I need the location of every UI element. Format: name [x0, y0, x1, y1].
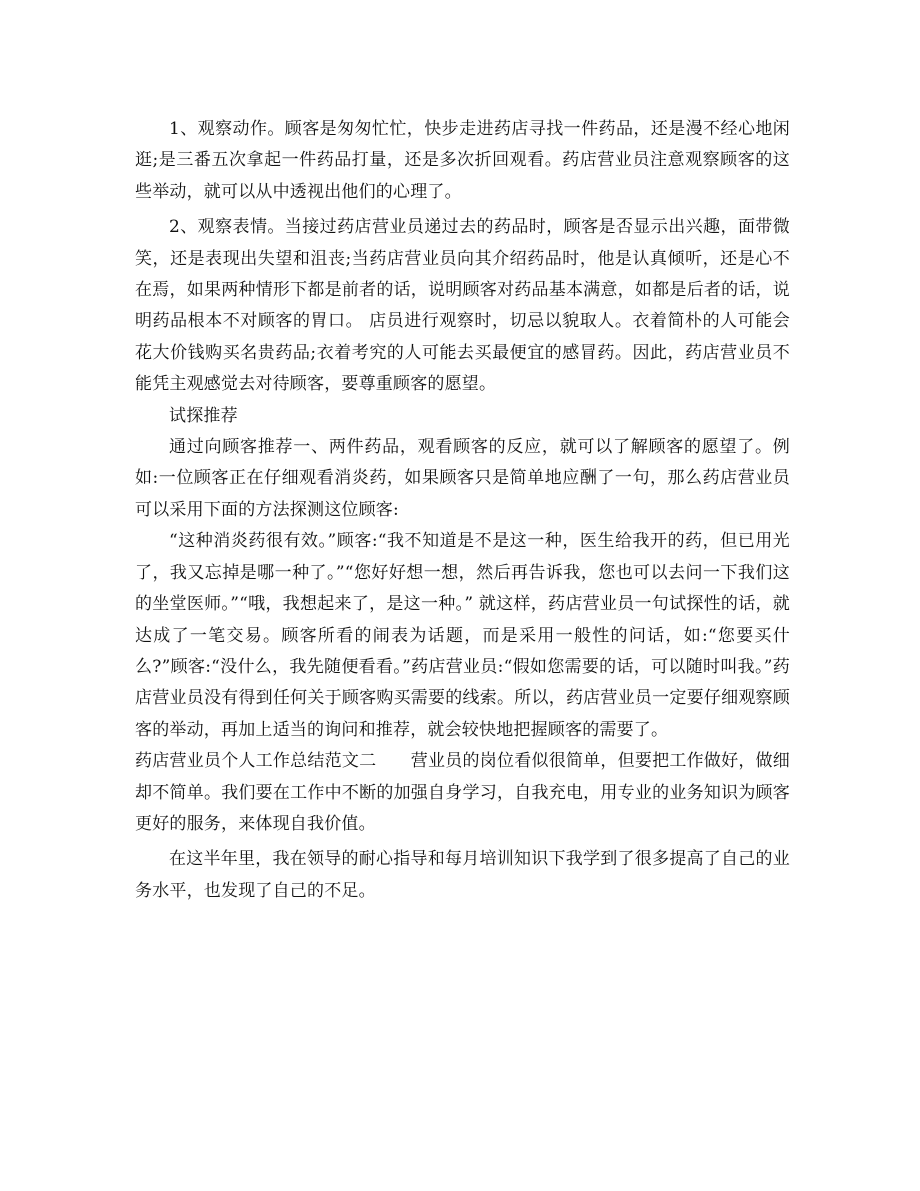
paragraph-observe-expressions: 2、观察表情。当接过药店营业员递过去的药品时，顾客是否显示出兴趣，面带微笑，还是表现出失望和沮丧;当药店营业员向其介绍药品时，他是认真倾听，还是心不在焉，如果两种情形下都是前者的话，说明顾客对药品基本满意，如都是后者的话，说明药品根本不对顾客的胃口。 店员进行观察时，切忌以貌取人。衣着简朴的人可能会花大价钱购买名贵药品;衣着考究的人可能去买最便宜的感冒药。因此，药店营业员不能凭主观感觉去对待顾客，要尊重顾客的愿望。: [135, 217, 790, 395]
section-heading-trial-recommend: 试探推荐: [169, 405, 238, 426]
paragraph-summary-two: 药店营业员个人工作总结范文二 营业员的岗位看似很简单，但要把工作做好，做细却不简单。我们要在工作中不断的加强自身学习，自我充电，用专业的业务知识为顾客更好的服务，来体现自我价值。: [135, 751, 790, 834]
paragraph-trial-recommend: 通过向顾客推荐一、两件药品，观看顾客的反应，就可以了解顾客的愿望了。例如:一位顾客正在仔细观看消炎药，如果顾客只是简单地应酬了一句，那么药店营业员可以采用下面的方法探测这位顾客:: [135, 437, 790, 520]
paragraph-dialogue-example: “这种消炎药很有效。”顾客:“我不知道是不是这一种，医生给我开的药，但已用光了，我又忘掉是哪一种了。”“您好好想一想，然后再告诉我，您也可以去问一下我们这的坐堂医师。”“哦，我想起来了，是这一种。” 就这样，药店营业员一句试探性的话，就达成了一笔交易。顾客所看的闹表为话题，而是采用一般性的问话，如:“您要买什么?”顾客:“没什么，我先随便看看。”药店营业员:“假如您需要的话，可以随时叫我。”药店营业员没有得到任何关于顾客购买需要的线索。所以，药店营业员一定要仔细观察顾客的举动，再加上适当的询问和推荐，就会较快地把握顾客的需要了。: [135, 531, 790, 740]
paragraph-observe-actions: 1、观察动作。顾客是匆匆忙忙，快步走进药店寻找一件药品，还是漫不经心地闲逛;是三番五次拿起一件药品打量，还是多次折回观看。药店营业员注意观察顾客的这些举动，就可以从中透视出他们的心理了。: [135, 119, 790, 202]
paragraph-half-year: 在这半年里，我在领导的耐心指导和每月培训知识下我学到了很多提高了自己的业务水平，也发现了自己的不足。: [135, 849, 790, 901]
document-body: [135, 114, 790, 907]
